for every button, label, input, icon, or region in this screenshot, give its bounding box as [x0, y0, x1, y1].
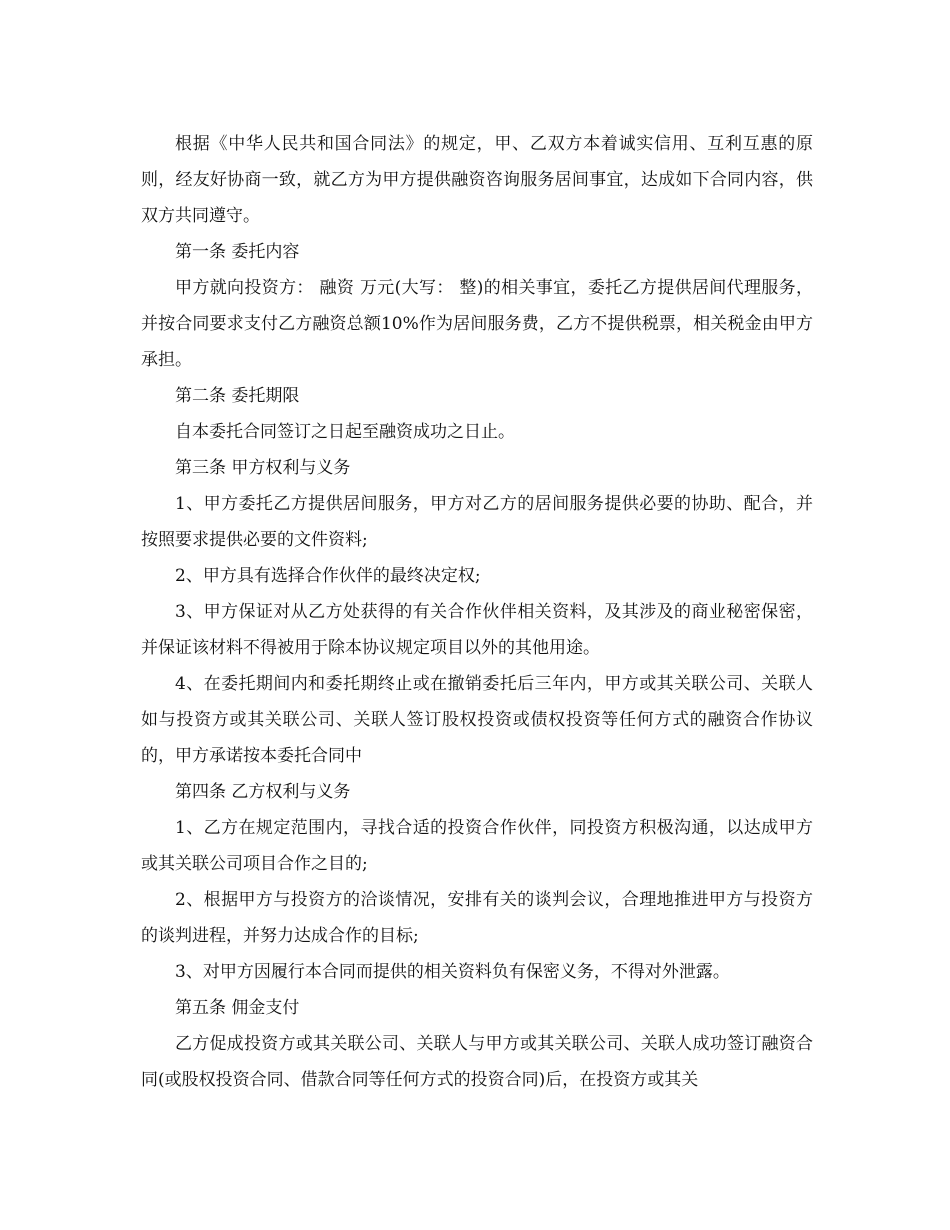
article-3-item-4: 4、在委托期间内和委托期终止或在撤销委托后三年内，甲方或其关联公司、关联人如与投资方或其关联公司、关联人签订股权投资或债权投资等任何方式的融资合作协议的，甲方承诺按本委托合同中	[141, 674, 813, 766]
article-4-heading: 第四条 乙方权利与义务	[175, 782, 351, 802]
article-5-heading: 第五条 佣金支付	[175, 998, 300, 1018]
article-2-text: 自本委托合同签订之日起至融资成功之日止。	[175, 422, 515, 442]
article-1-heading: 第一条 委托内容	[175, 242, 300, 262]
article-5-text: 乙方促成投资方或其关联公司、关联人与甲方或其关联公司、关联人成功签订融资合同(或股权投资合同、借款合同等任何方式的投资合同)后，在投资方或其关	[141, 1034, 813, 1090]
article-1-text: 甲方就向投资方： 融资 万元(大写： 整)的相关事宜，委托乙方提供居间代理服务，并按合同要求支付乙方融资总额10%作为居间服务费，乙方不提供税票，相关税金由甲方承担。	[141, 278, 813, 370]
article-4-item-1: 1、乙方在规定范围内，寻找合适的投资合作伙伴，同投资方积极沟通，以达成甲方或其关联公司项目合作之目的;	[141, 818, 813, 874]
document-body	[141, 126, 813, 1098]
article-3-item-3: 3、甲方保证对从乙方处获得的有关合作伙伴相关资料，及其涉及的商业秘密保密，并保证该材料不得被用于除本协议规定项目以外的其他用途。	[141, 602, 813, 658]
article-4-item-2: 2、根据甲方与投资方的洽谈情况，安排有关的谈判会议，合理地推进甲方与投资方的谈判进程，并努力达成合作的目标;	[141, 890, 813, 946]
paragraph-preamble: 根据《中华人民共和国合同法》的规定，甲、乙双方本着诚实信用、互利互惠的原则，经友好协商一致，就乙方为甲方提供融资咨询服务居间事宜，达成如下合同内容，供双方共同遵守。	[141, 134, 813, 226]
article-2-heading: 第二条 委托期限	[175, 386, 300, 406]
article-3-item-1: 1、甲方委托乙方提供居间服务，甲方对乙方的居间服务提供必要的协助、配合，并按照要求提供必要的文件资料;	[141, 494, 813, 550]
article-3-heading: 第三条 甲方权利与义务	[175, 458, 351, 478]
article-3-item-2: 2、甲方具有选择合作伙伴的最终决定权;	[175, 566, 481, 586]
article-4-item-3: 3、对甲方因履行本合同而提供的相关资料负有保密义务，不得对外泄露。	[175, 962, 730, 982]
